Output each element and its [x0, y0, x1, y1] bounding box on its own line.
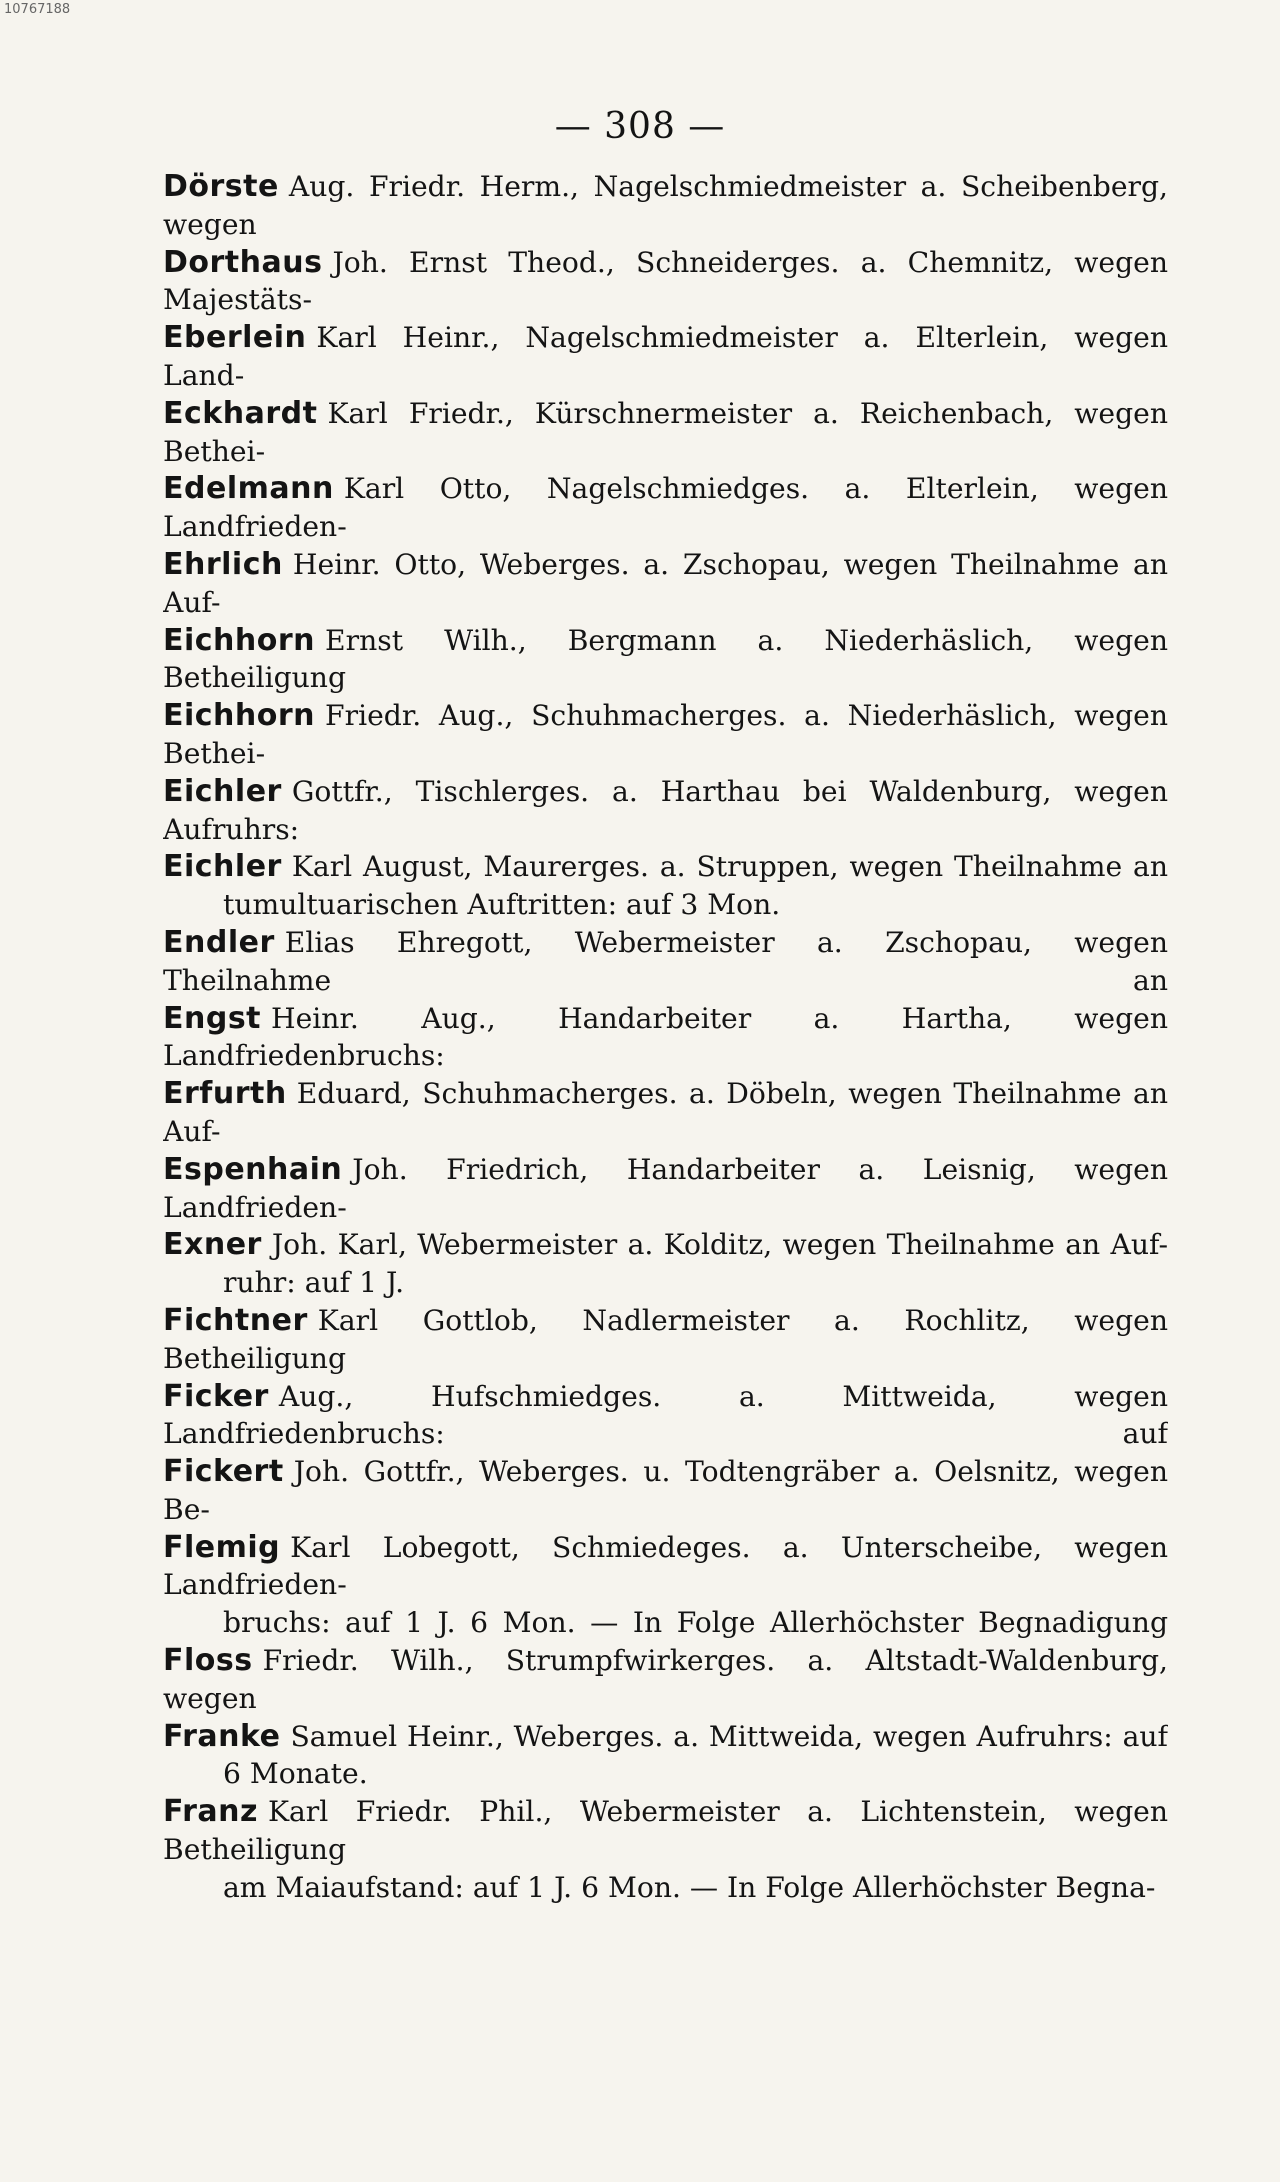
- register-entry: [163, 924, 1168, 1000]
- entry-line: Karl Lobegott, Schmiedeges. a. Unterscheibe, wegen Landfrieden-: [163, 1530, 1168, 1602]
- register-entry: [163, 773, 1168, 849]
- page-number: — 308 —: [554, 106, 726, 147]
- entry-surname: Franz: [163, 1794, 258, 1830]
- register-entry: [163, 395, 1168, 471]
- entry-surname: Engst: [163, 1000, 262, 1036]
- register-entry: [163, 1000, 1168, 1076]
- entry-line: am Maiaufstand: auf 1 J. 6 Mon. — In Folge Allerhöchster Begna-: [223, 1870, 1156, 1904]
- entry-line: Aug. Friedr. Herm., Nagelschmiedmeister a. Scheibenberg, wegen: [163, 170, 1168, 241]
- entry-surname: Espenhain: [163, 1151, 343, 1187]
- entry-line: Karl Friedr. Phil., Webermeister a. Lichtenstein, wegen Betheiligung: [163, 1795, 1168, 1867]
- entry-surname: Fichtner: [163, 1302, 308, 1338]
- register-entry: [163, 244, 1168, 320]
- entry-line: Joh. Karl, Webermeister a. Kolditz, wegen Theilnahme an Auf-: [271, 1228, 1168, 1262]
- entry-line: tumultuarischen Auftritten: auf 3 Mon.: [223, 888, 781, 922]
- entry-surname: Dörste: [163, 169, 279, 204]
- entry-surname: Ehrlich: [163, 546, 283, 582]
- entry-line: Karl Friedr., Kürschnermeister a. Reichenbach, wegen Bethei-: [163, 396, 1168, 468]
- register-entry: [163, 1642, 1168, 1718]
- register-entry: [163, 168, 1168, 244]
- entry-line: Elias Ehregott, Webermeister a. Zschopau, wegen Theilnahme an: [163, 925, 1168, 997]
- entry-line: Karl Heinr., Nagelschmiedmeister a. Elterlein, wegen Land-: [163, 321, 1168, 392]
- entry-line: Karl Otto, Nagelschmiedges. a. Elterlein, wegen Landfrieden-: [163, 472, 1168, 544]
- register-entry: [163, 848, 1168, 924]
- entry-surname: Ficker: [163, 1378, 269, 1414]
- entry-line: Heinr. Otto, Weberges. a. Zschopau, wegen Theilnahme an Auf-: [163, 547, 1168, 619]
- register-entry: [163, 1529, 1168, 1642]
- entry-surname: Eichhorn: [163, 622, 316, 658]
- register-entry: [163, 1718, 1168, 1794]
- entry-surname: Eichler: [163, 849, 282, 885]
- entry-line: Joh. Gottfr., Weberges. u. Todtengräber a. Oelsnitz, wegen Be-: [163, 1455, 1168, 1526]
- register-entry: [163, 319, 1168, 395]
- entry-surname: Eichler: [163, 773, 282, 809]
- entry-line: Aug., Hufschmiedges. a. Mittweida, wegen Landfriedenbruchs: auf: [163, 1379, 1168, 1451]
- register-entry: [163, 697, 1168, 773]
- entry-surname: Eberlein: [163, 320, 307, 356]
- entry-line: Karl Gottlob, Nadlermeister a. Rochlitz, wegen Betheiligung: [163, 1303, 1168, 1375]
- register-entry: [163, 1302, 1168, 1378]
- entry-surname: Fickert: [163, 1454, 284, 1490]
- register-list: [163, 168, 1168, 1907]
- entry-surname: Exner: [163, 1227, 262, 1263]
- entry-line: bruchs: auf 1 J. 6 Mon. — In Folge Allerhöchster Begnadigung: [223, 1606, 1168, 1640]
- register-entry: [163, 622, 1168, 698]
- entry-surname: Eichhorn: [163, 698, 316, 734]
- entry-line: ruhr: auf 1 J.: [223, 1266, 405, 1300]
- entry-surname: Dorthaus: [163, 244, 323, 280]
- register-entry: [163, 1075, 1168, 1151]
- entry-line: Gottfr., Tischlerges. a. Harthau bei Waldenburg, wegen Aufruhrs:: [163, 774, 1168, 846]
- entry-line: Heinr. Aug., Handarbeiter a. Hartha, wegen Landfriedenbruchs:: [163, 1001, 1168, 1073]
- entry-line: Joh. Friedrich, Handarbeiter a. Leisnig, wegen Landfrieden-: [163, 1152, 1168, 1224]
- entry-line: Samuel Heinr., Weberges. a. Mittweida, wegen Aufruhrs: auf: [290, 1719, 1168, 1753]
- register-entry: [163, 1226, 1168, 1302]
- catalog-id: 10767188: [4, 2, 71, 17]
- entry-surname: Franke: [163, 1718, 281, 1754]
- register-entry: [163, 546, 1168, 622]
- entry-line: Friedr. Wilh., Strumpfwirkerges. a. Altstadt-Waldenburg, wegen: [163, 1644, 1168, 1715]
- entry-surname: Floss: [163, 1643, 253, 1679]
- register-entry: [163, 1793, 1168, 1906]
- entry-surname: Flemig: [163, 1529, 281, 1565]
- entry-line: Joh. Ernst Theod., Schneiderges. a. Chemnitz, wegen Majestäts-: [163, 245, 1168, 317]
- register-entry: [163, 470, 1168, 546]
- entry-line: 6 Monate.: [223, 1757, 368, 1791]
- entry-surname: Erfurth: [163, 1076, 287, 1112]
- register-entry: [163, 1151, 1168, 1227]
- register-entry: [163, 1453, 1168, 1529]
- entry-surname: Edelmann: [163, 471, 334, 507]
- entry-line: Ernst Wilh., Bergmann a. Niederhäslich, wegen Betheiligung: [163, 623, 1168, 695]
- entry-line: Karl August, Maurerges. a. Struppen, wegen Theilnahme an: [291, 850, 1168, 884]
- entry-surname: Endler: [163, 924, 275, 960]
- register-entry: [163, 1378, 1168, 1454]
- entry-surname: Eckhardt: [163, 395, 318, 431]
- entry-line: Eduard, Schuhmacherges. a. Döbeln, wegen Theilnahme an Auf-: [163, 1077, 1168, 1148]
- entry-line: Friedr. Aug., Schuhmacherges. a. Niederhäslich, wegen Bethei-: [163, 699, 1168, 770]
